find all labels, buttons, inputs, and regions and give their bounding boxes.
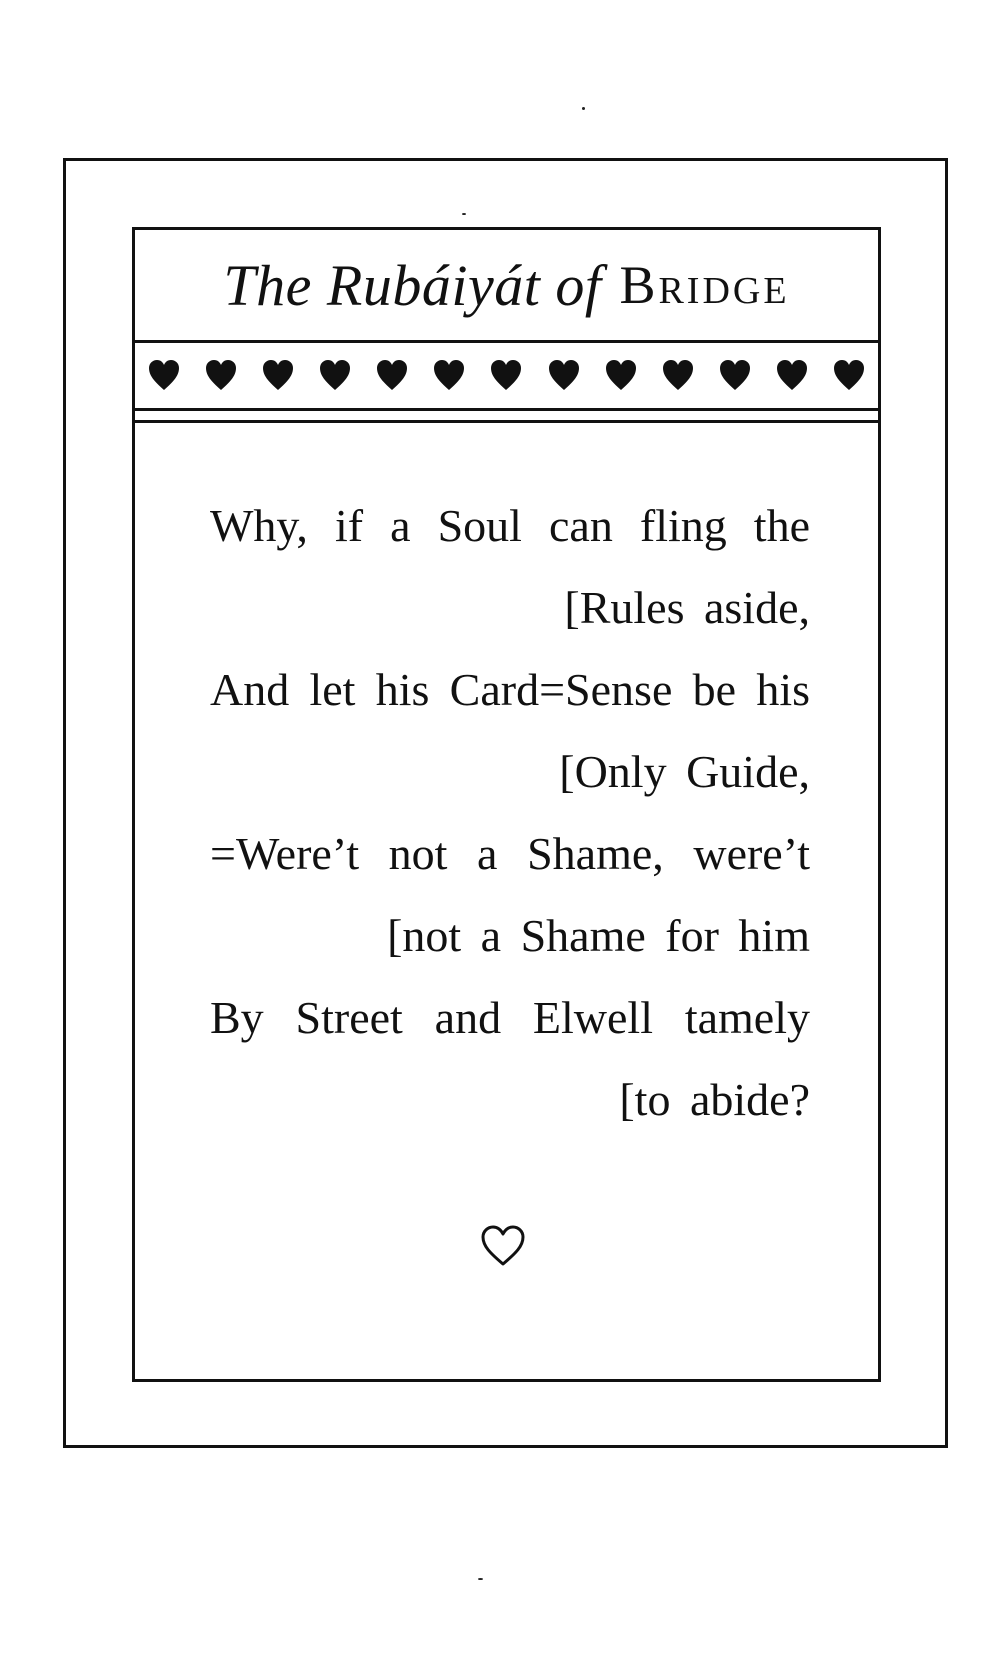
- poem-line: [to abide?: [619, 1074, 810, 1125]
- filled-heart-icon: [775, 358, 809, 392]
- poem-line: And let his Card=Sense be his: [210, 664, 810, 715]
- poem-line: [Only Guide,: [559, 746, 810, 797]
- print-speck: [478, 1578, 483, 1580]
- poem-line: By Street and Elwell tamely: [210, 992, 810, 1043]
- hearts-rule-bottom: [135, 420, 878, 423]
- filled-heart-icon: [661, 358, 695, 392]
- filled-heart-icon: [547, 358, 581, 392]
- poem-line: Why, if a Soul can fling the: [210, 500, 810, 551]
- filled-heart-icon: [261, 358, 295, 392]
- filled-heart-icon: [489, 358, 523, 392]
- filled-heart-icon: [318, 358, 352, 392]
- filled-heart-icon: [375, 358, 409, 392]
- poem-stanza: [210, 485, 810, 1141]
- filled-heart-icon: [147, 358, 181, 392]
- outline-heart-icon: [480, 1224, 526, 1268]
- page-title-italic: The Rubáiyát of: [223, 252, 602, 318]
- hearts-rule-top: [135, 408, 878, 411]
- page-title-bridge: Bridge: [619, 255, 790, 315]
- poem-line: =Were’t not a Shame, were’t: [210, 828, 810, 879]
- filled-heart-icon: [204, 358, 238, 392]
- filled-heart-icon: [718, 358, 752, 392]
- filled-heart-icon: [604, 358, 638, 392]
- print-speck: [582, 107, 585, 110]
- filled-heart-icon: [832, 358, 866, 392]
- poem-panel: [132, 227, 881, 1382]
- poem-line: [Rules aside,: [564, 582, 810, 633]
- title-band: [135, 230, 878, 340]
- filled-heart-icon: [432, 358, 466, 392]
- poem-line: [not a Shame for him: [387, 910, 810, 961]
- hearts-row: [135, 343, 878, 407]
